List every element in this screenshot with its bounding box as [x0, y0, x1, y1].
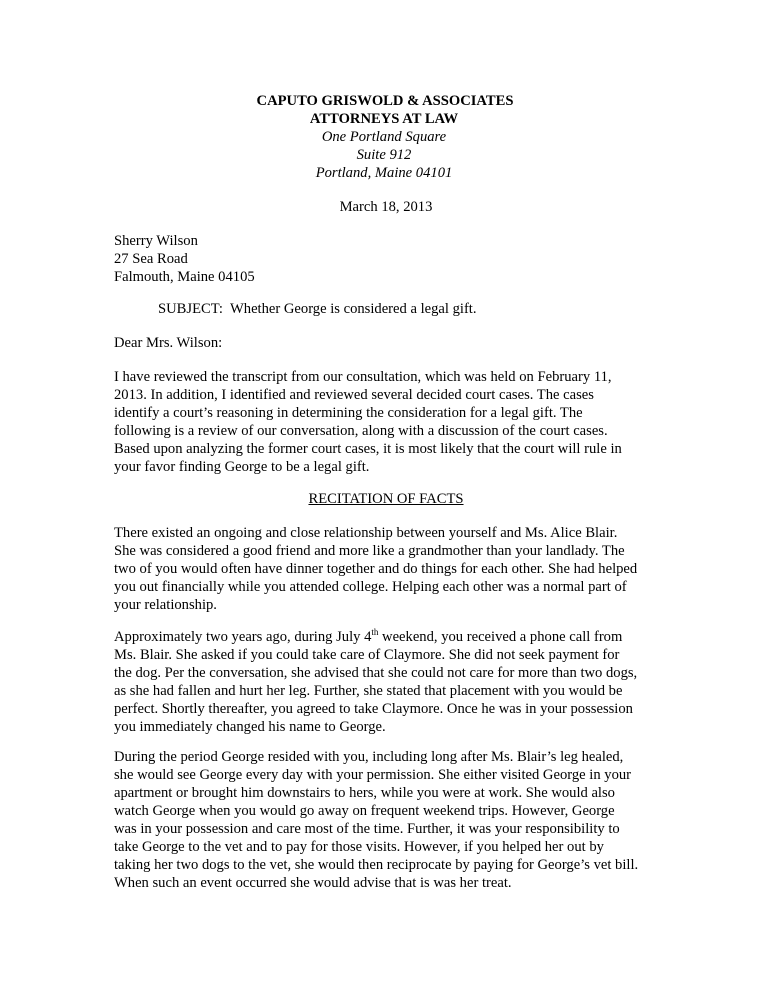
- paragraph-line: taking her two dogs to the vet, she would then reciprocate by paying for George’s vet bill.: [114, 857, 639, 873]
- paragraph-line: There existed an ongoing and close relationship between yourself and Ms. Alice Blair.: [114, 525, 618, 541]
- paragraph-line: perfect. Shortly thereafter, you agreed to take Claymore. Once he was in your possession: [114, 701, 633, 717]
- letter-date: March 18, 2013: [339, 199, 433, 215]
- facts-paragraph-1: [114, 524, 674, 614]
- paragraph-line: identify a court’s reasoning in determining the consideration for a legal gift. The: [114, 405, 583, 421]
- paragraph-line: apartment or brought him downstairs to hers, while you were at work. She would also: [114, 785, 615, 801]
- facts-paragraph-2: [114, 628, 674, 736]
- paragraph-line: she would see George every day with your permission. She either visited George in your: [114, 767, 632, 783]
- paragraph-line: Based upon analyzing the former court cases, it is most likely that the court will rule in: [114, 441, 622, 457]
- firm-name: CAPUTO GRISWOLD & ASSOCIATES: [256, 93, 514, 109]
- paragraph-line: [114, 628, 674, 646]
- recipient-block: [114, 232, 255, 286]
- intro-paragraph: [114, 368, 674, 476]
- line-text: Approximately two years ago, during July 4: [114, 629, 372, 645]
- paragraph-line: the dog. Per the conversation, she advised that she could not care for more than two dogs,: [114, 665, 638, 681]
- ordinal-suffix: th: [371, 627, 379, 637]
- paragraph-line: you out financially while you attended college. Helping each other was a normal part of: [114, 579, 627, 595]
- firm-address-line-1: One Portland Square: [321, 129, 447, 145]
- paragraph-line: was in your possession and care most of the time. Further, it was your responsibility to: [114, 821, 620, 837]
- paragraph-line: During the period George resided with you, including long after Ms. Blair’s leg healed,: [114, 749, 624, 765]
- facts-paragraph-3: [114, 748, 674, 892]
- paragraph-line: following is a review of our conversation, along with a discussion of the court cases.: [114, 423, 608, 439]
- firm-address-line-2: Suite 912: [356, 147, 412, 163]
- firm-title: ATTORNEYS AT LAW: [309, 111, 459, 127]
- paragraph-line: two of you would often have dinner together and do things for each other. She had helped: [114, 561, 638, 577]
- salutation: Dear Mrs. Wilson:: [114, 335, 223, 351]
- paragraph-line: watch George when you would go away on frequent weekend trips. However, George: [114, 803, 615, 819]
- recipient-name: Sherry Wilson: [114, 233, 198, 249]
- paragraph-line: you immediately changed his name to George.: [114, 719, 386, 735]
- paragraph-line: 2013. In addition, I identified and reviewed several decided court cases. The cases: [114, 387, 594, 403]
- line-text: weekend, you received a phone call from: [378, 629, 623, 645]
- paragraph-line: as she had fallen and hurt her leg. Further, she stated that placement with you would be: [114, 683, 623, 699]
- section-heading: RECITATION OF FACTS: [308, 491, 464, 507]
- paragraph-line: She was considered a good friend and more like a grandmother than your landlady. The: [114, 543, 625, 559]
- recipient-city: Falmouth, Maine 04105: [114, 269, 255, 285]
- paragraph-line: your favor finding George to be a legal gift.: [114, 459, 370, 475]
- paragraph-line: take George to the vet and to pay for those visits. However, if you helped her out by: [114, 839, 604, 855]
- paragraph-line: When such an event occurred she would advise that is was her treat.: [114, 875, 512, 891]
- paragraph-line: I have reviewed the transcript from our consultation, which was held on February 11,: [114, 369, 612, 385]
- paragraph-line: your relationship.: [114, 597, 217, 613]
- letterhead: [0, 92, 768, 182]
- subject-line: SUBJECT: Whether George is considered a legal gift.: [158, 301, 477, 317]
- paragraph-line: Ms. Blair. She asked if you could take care of Claymore. She did not seek payment for: [114, 647, 620, 663]
- recipient-street: 27 Sea Road: [114, 251, 188, 267]
- firm-address-line-3: Portland, Maine 04101: [315, 165, 453, 181]
